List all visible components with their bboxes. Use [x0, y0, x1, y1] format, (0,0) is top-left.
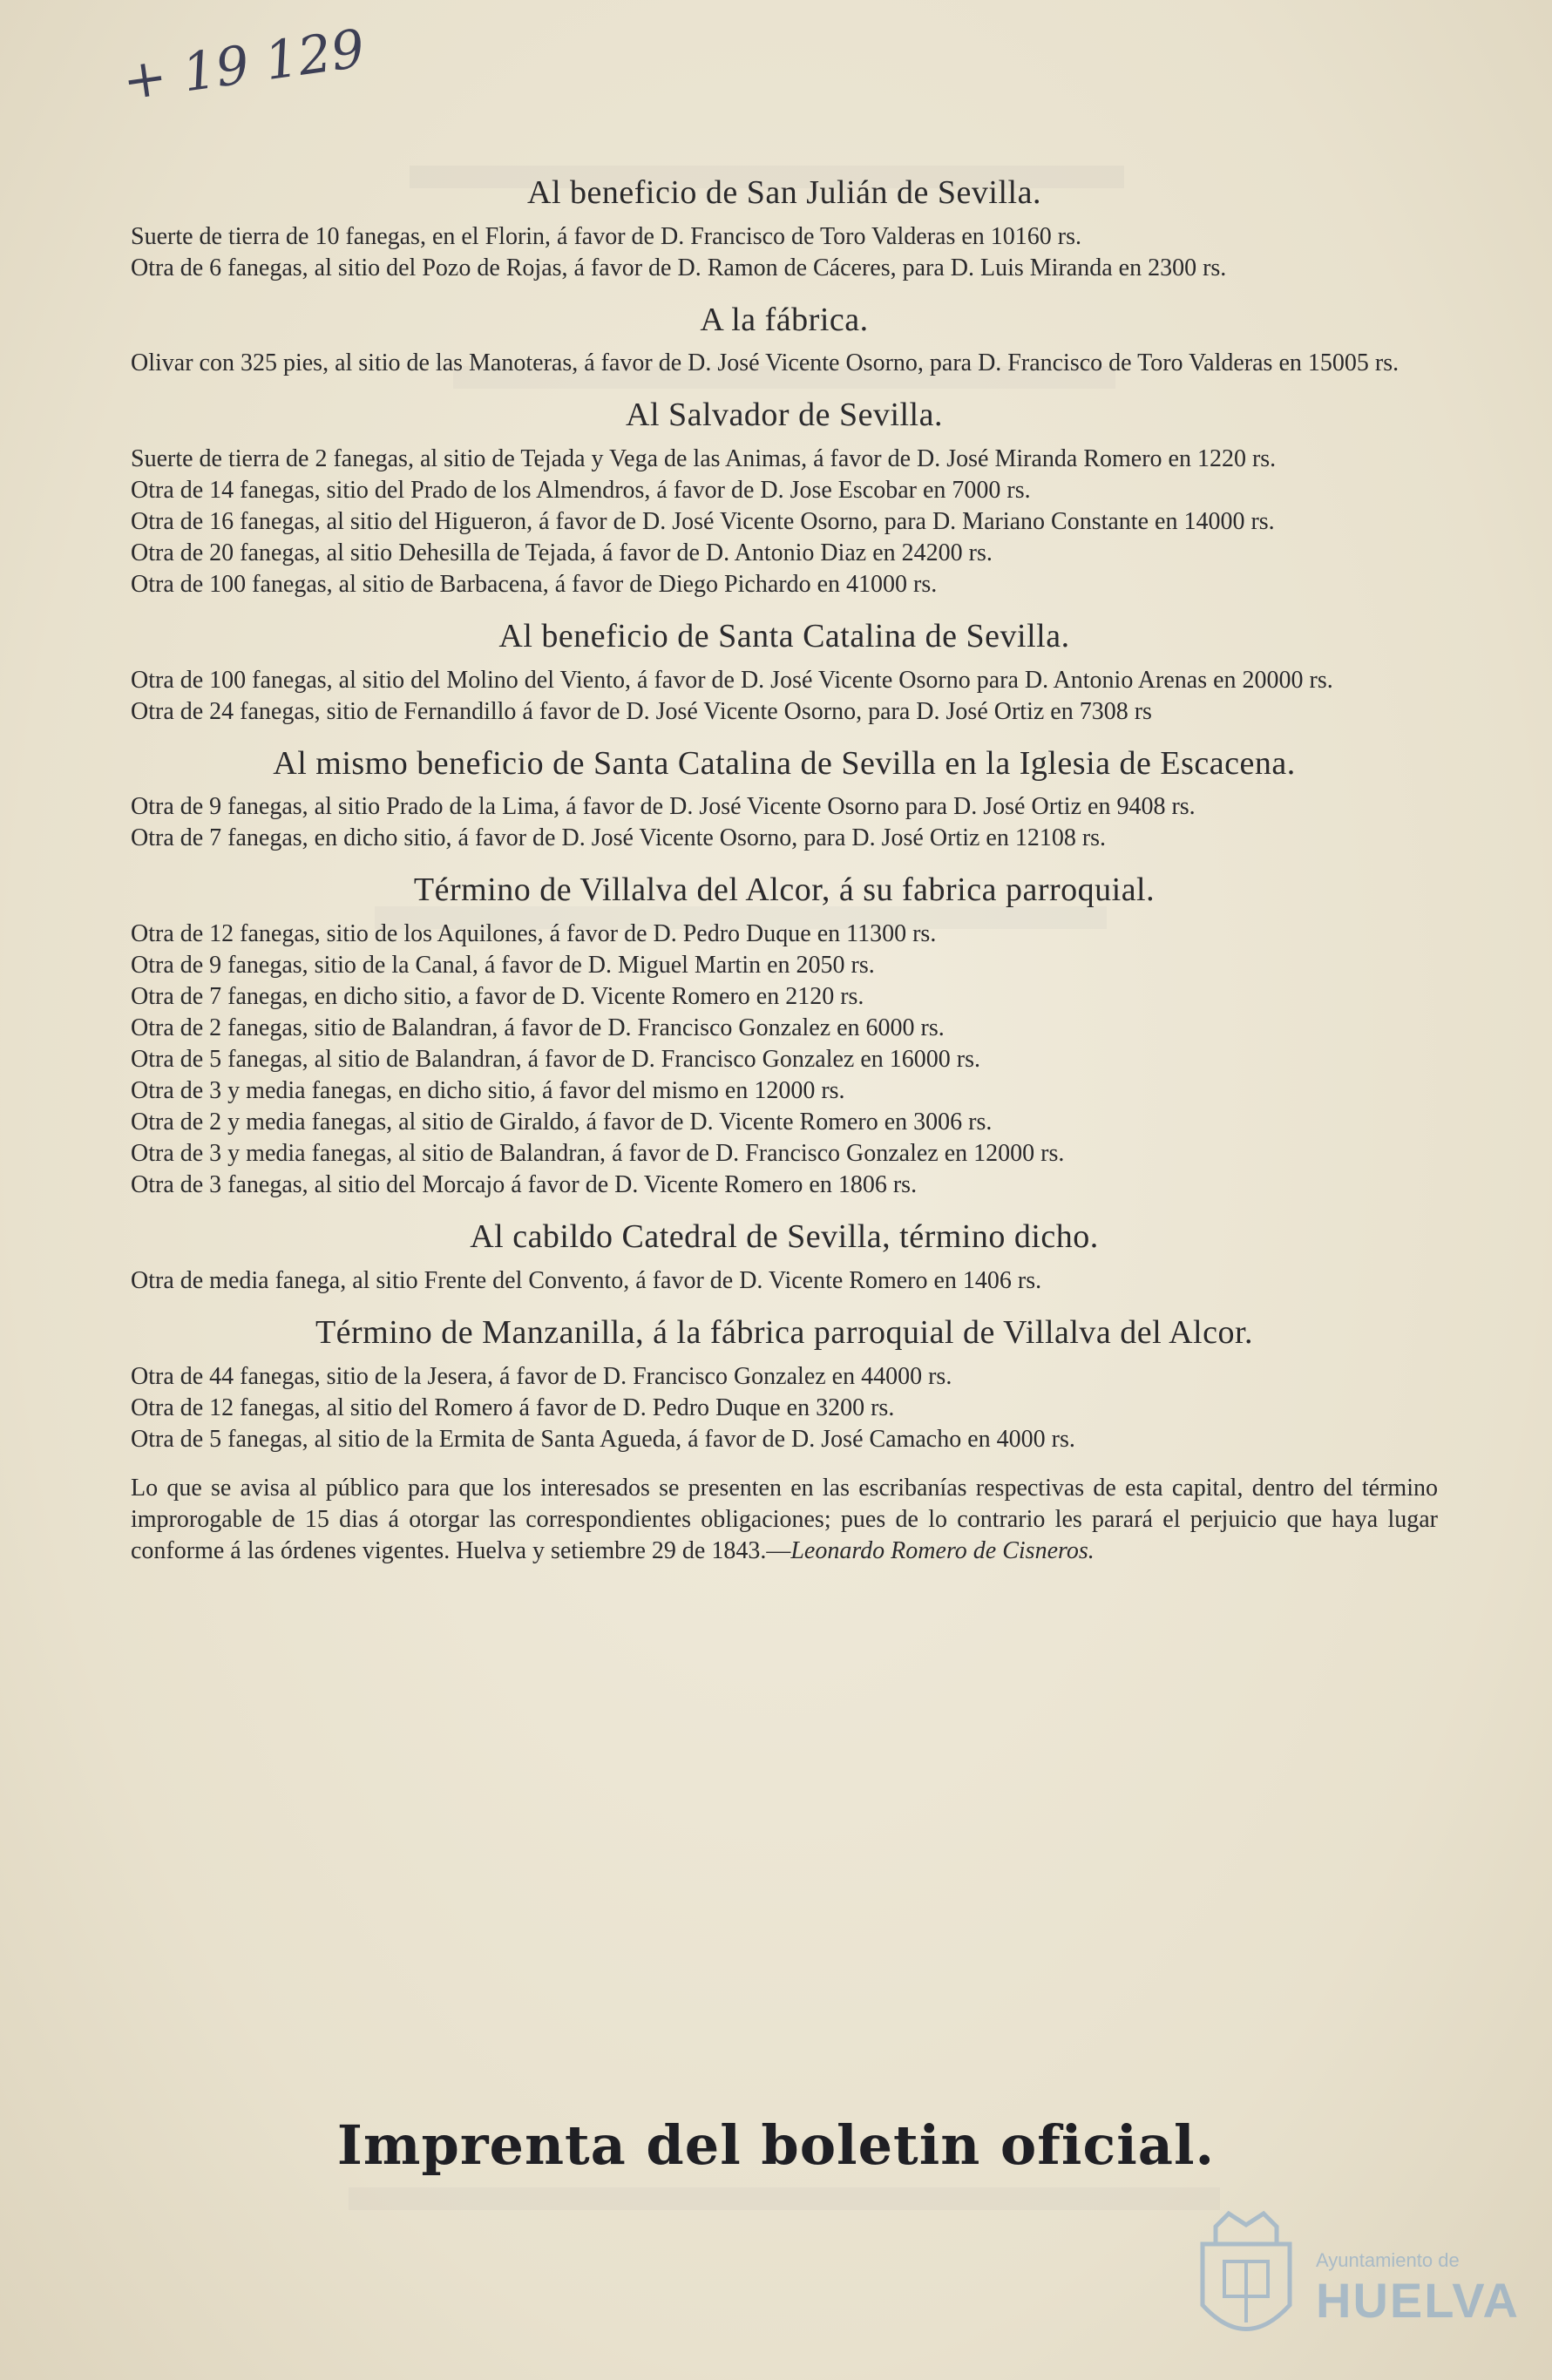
entry: Otra de 44 fanegas, sitio de la Jesera, á favor de D. Francisco Gonzalez en 44000 rs. [131, 1362, 952, 1390]
entry: Otra de 7 fanegas, en dicho sitio, á favor de D. José Vicente Osorno, para D. José Ortiz en 12108 rs. [131, 824, 1107, 852]
huelva-watermark-logo [1185, 2209, 1520, 2357]
entry: Suerte de tierra de 10 fanegas, en el Florin, á favor de D. Francisco de Toro Valderas en 10160 rs. [131, 222, 1081, 250]
closing-text: Lo que se avisa al público para que los interesados se presenten en las escribanías respectivas de esta capital, dentro del término improrogable de 15 dias á otorgar las correspondientes obligaciones; pues de lo contrario les parará el perjuicio que haya lugar conforme á las órdenes vigentes. Huelva y setiembre 29 de 1843.— [131, 1474, 1438, 1564]
section-heading: Al mismo beneficio de Santa Catalina de Sevilla en la Iglesia de Escacena. [273, 744, 1296, 782]
section [131, 174, 1438, 284]
entry: Otra de 24 fanegas, sitio de Fernandillo á favor de D. José Vicente Osorno, para D. José Ortiz en 7308 rs [131, 697, 1152, 725]
section [131, 1314, 1438, 1455]
entry: Otra de 100 fanegas, al sitio de Barbacena, á favor de Diego Pichardo en 41000 rs. [131, 571, 938, 599]
section [131, 302, 1438, 380]
section-heading: Al beneficio de Santa Catalina de Sevilla. [498, 618, 1070, 655]
entry: Otra de media fanega, al sitio Frente del Convento, á favor de D. Vicente Romero en 1406 rs. [131, 1266, 1042, 1294]
section [131, 745, 1438, 855]
watermark-line1: Ayuntamiento de [1316, 2249, 1460, 2271]
section-heading: Al Salvador de Sevilla. [626, 397, 943, 434]
entry: Otra de 100 fanegas, al sitio del Molino del Viento, á favor de D. José Vicente Osorno para D. Antonio Arenas en 20000 rs. [131, 666, 1333, 694]
entry: Otra de 16 fanegas, al sitio del Higueron, á favor de D. José Vicente Osorno, para D. Mariano Constante en 14000 rs. [131, 508, 1275, 536]
section [131, 618, 1438, 728]
entry: Otra de 9 fanegas, al sitio Prado de la Lima, á favor de D. José Vicente Osorno para D. José Ortiz en 9408 rs. [131, 793, 1196, 821]
signature: Leonardo Romero de Cisneros. [790, 1536, 1095, 1564]
entry: Olivar con 325 pies, al sitio de las Manoteras, á favor de D. José Vicente Osorno, para D. Francisco de Toro Valderas en 15005 rs. [131, 349, 1400, 377]
entry: Otra de 3 y media fanegas, al sitio de Balandran, á favor de D. Francisco Gonzalez en 12000 rs. [131, 1140, 1065, 1168]
entry: Otra de 2 y media fanegas, al sitio de Giraldo, á favor de D. Vicente Romero en 3006 rs. [131, 1109, 993, 1136]
section-heading: Al cabildo Catedral de Sevilla, término dicho. [470, 1218, 1099, 1256]
entry: Otra de 12 fanegas, sitio de los Aquilones, á favor de D. Pedro Duque en 11300 rs. [131, 920, 937, 948]
document-body [131, 174, 1438, 1567]
entry: Otra de 14 fanegas, sitio del Prado de los Almendros, á favor de D. Jose Escobar en 7000 rs. [131, 477, 1031, 505]
section-heading: Término de Villalva del Alcor, á su fabrica parroquial. [413, 871, 1156, 909]
entry: Otra de 9 fanegas, sitio de la Canal, á favor de D. Miguel Martin en 2050 rs. [131, 952, 875, 980]
printer-line: Imprenta del boletin oficial. [336, 2113, 1216, 2177]
section-heading: Término de Manzanilla, á la fábrica parroquial de Villalva del Alcor. [315, 1313, 1254, 1351]
section [131, 871, 1438, 1201]
entry: Otra de 7 fanegas, en dicho sitio, a favor de D. Vicente Romero en 2120 rs. [131, 983, 864, 1011]
entry: Otra de 12 fanegas, al sitio del Romero á favor de D. Pedro Duque en 3200 rs. [131, 1393, 895, 1421]
watermark-line2: HUELVA [1316, 2273, 1520, 2328]
section [131, 397, 1438, 600]
handwritten-annotation: + 19 129 [119, 17, 369, 113]
entry: Otra de 6 fanegas, al sitio del Pozo de Rojas, á favor de D. Ramon de Cáceres, para D. Luis Miranda en 2300 rs. [131, 254, 1227, 281]
entry: Otra de 2 fanegas, sitio de Balandran, á favor de D. Francisco Gonzalez en 6000 rs. [131, 1014, 945, 1042]
crest-icon [1185, 2209, 1307, 2357]
section [131, 1218, 1438, 1297]
entry: Suerte de tierra de 2 fanegas, al sitio de Tejada y Vega de las Animas, á favor de D. José Miranda Romero en 1220 rs. [131, 445, 1277, 473]
entry: Otra de 3 fanegas, al sitio del Morcajo á favor de D. Vicente Romero en 1806 rs. [131, 1171, 918, 1199]
entry: Otra de 5 fanegas, al sitio de la Ermita de Santa Agueda, á favor de D. José Camacho en 4000 rs. [131, 1425, 1075, 1453]
closing-paragraph [131, 1473, 1438, 1567]
section-heading: A la fábrica. [700, 301, 869, 338]
section-heading: Al beneficio de San Julián de Sevilla. [527, 174, 1041, 211]
entry: Otra de 5 fanegas, al sitio de Balandran, á favor de D. Francisco Gonzalez en 16000 rs. [131, 1046, 980, 1074]
entry: Otra de 20 fanegas, al sitio Dehesilla de Tejada, á favor de D. Antonio Diaz en 24200 rs. [131, 539, 993, 567]
entry: Otra de 3 y media fanegas, en dicho sitio, á favor del mismo en 12000 rs. [131, 1077, 845, 1105]
